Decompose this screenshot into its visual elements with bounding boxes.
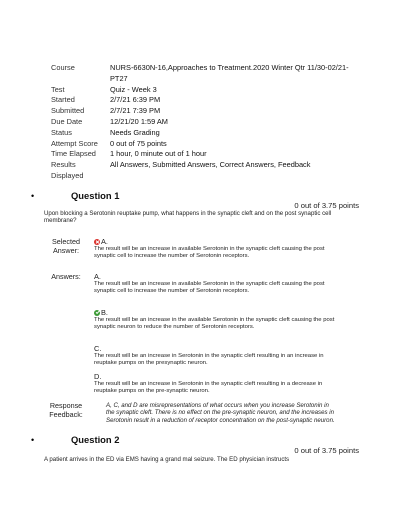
question-2-title: Question 2	[71, 434, 120, 445]
info-row-course	[51, 63, 350, 85]
option-text: The result will be an increase in the available Serotonin in the synaptic cleft causing the post synaptic neuron to reduce the number of Serotonin receptors.	[94, 317, 335, 331]
info-value: NURS-6630N-16,Approaches to Treatment.2020 Winter Qtr 11/30-02/21-PT27	[110, 63, 349, 83]
selected-answer-text: The result will be an increase in available Serotonin in the synaptic cleft causing the post synaptic cell to increase the number of Serotonin receptors.	[94, 246, 325, 260]
option-letter: A.	[101, 237, 108, 246]
info-key: Time Elapsed	[51, 149, 96, 159]
bullet: •	[31, 191, 35, 201]
info-row-started	[51, 95, 350, 106]
info-row-attempt-score	[51, 139, 350, 150]
question-2-text: A patient arrives in the ED via EMS having a grand mal seizure. The ED physician instructs	[44, 456, 290, 463]
check-circle-icon	[94, 310, 100, 316]
answer-option-a	[94, 272, 344, 295]
info-key: Status	[51, 127, 72, 137]
info-value: 12/21/20 1:59 AM	[110, 116, 168, 126]
info-value: All Answers, Submitted Answers, Correct Answers, Feedback	[110, 160, 311, 170]
info-key: Test	[51, 84, 65, 94]
info-row-due-date	[51, 117, 350, 128]
option-letter: A.	[94, 272, 101, 281]
answer-option-c	[94, 344, 344, 367]
option-letter-row	[94, 308, 344, 317]
option-text: The result will be an increase in available Serotonin in the synaptic cleft causing the post synaptic cell to increase the number of Serotonin receptors.	[94, 281, 325, 295]
option-letter: C.	[94, 344, 102, 353]
answer-option-b	[94, 308, 344, 331]
info-key: Results Displayed	[51, 160, 84, 180]
info-value: 2/7/21 7:39 PM	[110, 106, 161, 116]
option-text: The result will be an increase in Serotonin in the synaptic cleft resulting in an increase in reuptake pumps on the presynaptic neuron.	[94, 353, 324, 367]
info-value: Quiz - Week 3	[110, 84, 157, 94]
option-letter: D.	[94, 372, 102, 381]
question-1-text: Upon blocking a Serotonin reuptake pump, what happens in the synaptic cleft and on the post synaptic cell membrane?	[44, 210, 332, 225]
selected-answer-letter	[94, 237, 344, 246]
info-row-time-elapsed	[51, 149, 350, 160]
option-letter: B.	[101, 308, 108, 317]
info-row-status	[51, 128, 350, 139]
info-value: 2/7/21 6:39 PM	[110, 95, 161, 105]
question-1-title: Question 1	[71, 190, 120, 201]
info-value: 1 hour, 0 minute out of 1 hour	[110, 149, 207, 159]
info-value: 0 out of 75 points	[110, 138, 167, 148]
answers-label: Answers:	[51, 272, 81, 281]
info-row-results-displayed	[51, 160, 350, 182]
response-feedback: A, C, and D are misrepresentations of what occurs when you increase Serotonin in the synaptic cleft. There is no effect on the pre-synaptic neuron, and the increases in Serotonin result in a reduction of receptor concentration on the post-synaptic neuron.	[106, 402, 335, 424]
info-key: Started	[51, 95, 75, 105]
info-row-submitted	[51, 106, 350, 117]
selected-answer-label: Selected Answer:	[52, 237, 80, 255]
question-1-points: 0 out of 3.75 points	[294, 201, 359, 210]
submission-info	[51, 63, 350, 182]
x-circle-icon	[94, 239, 100, 245]
selected-answer	[94, 237, 344, 260]
response-feedback-label: Response Feedback:	[49, 401, 83, 419]
info-key: Due Date	[51, 116, 83, 126]
info-key: Submitted	[51, 106, 85, 116]
info-key: Attempt Score	[51, 138, 98, 148]
info-value: Needs Grading	[110, 127, 160, 137]
answer-option-d	[94, 372, 344, 395]
info-key: Course	[51, 63, 75, 72]
bullet: •	[31, 435, 35, 445]
question-2-points: 0 out of 3.75 points	[294, 446, 359, 455]
option-text: The result will be an increase in Serotonin in the synaptic cleft resulting in a decrease in reuptake pumps on the pre-synaptic neuron.	[94, 381, 323, 395]
info-row-test	[51, 85, 350, 96]
